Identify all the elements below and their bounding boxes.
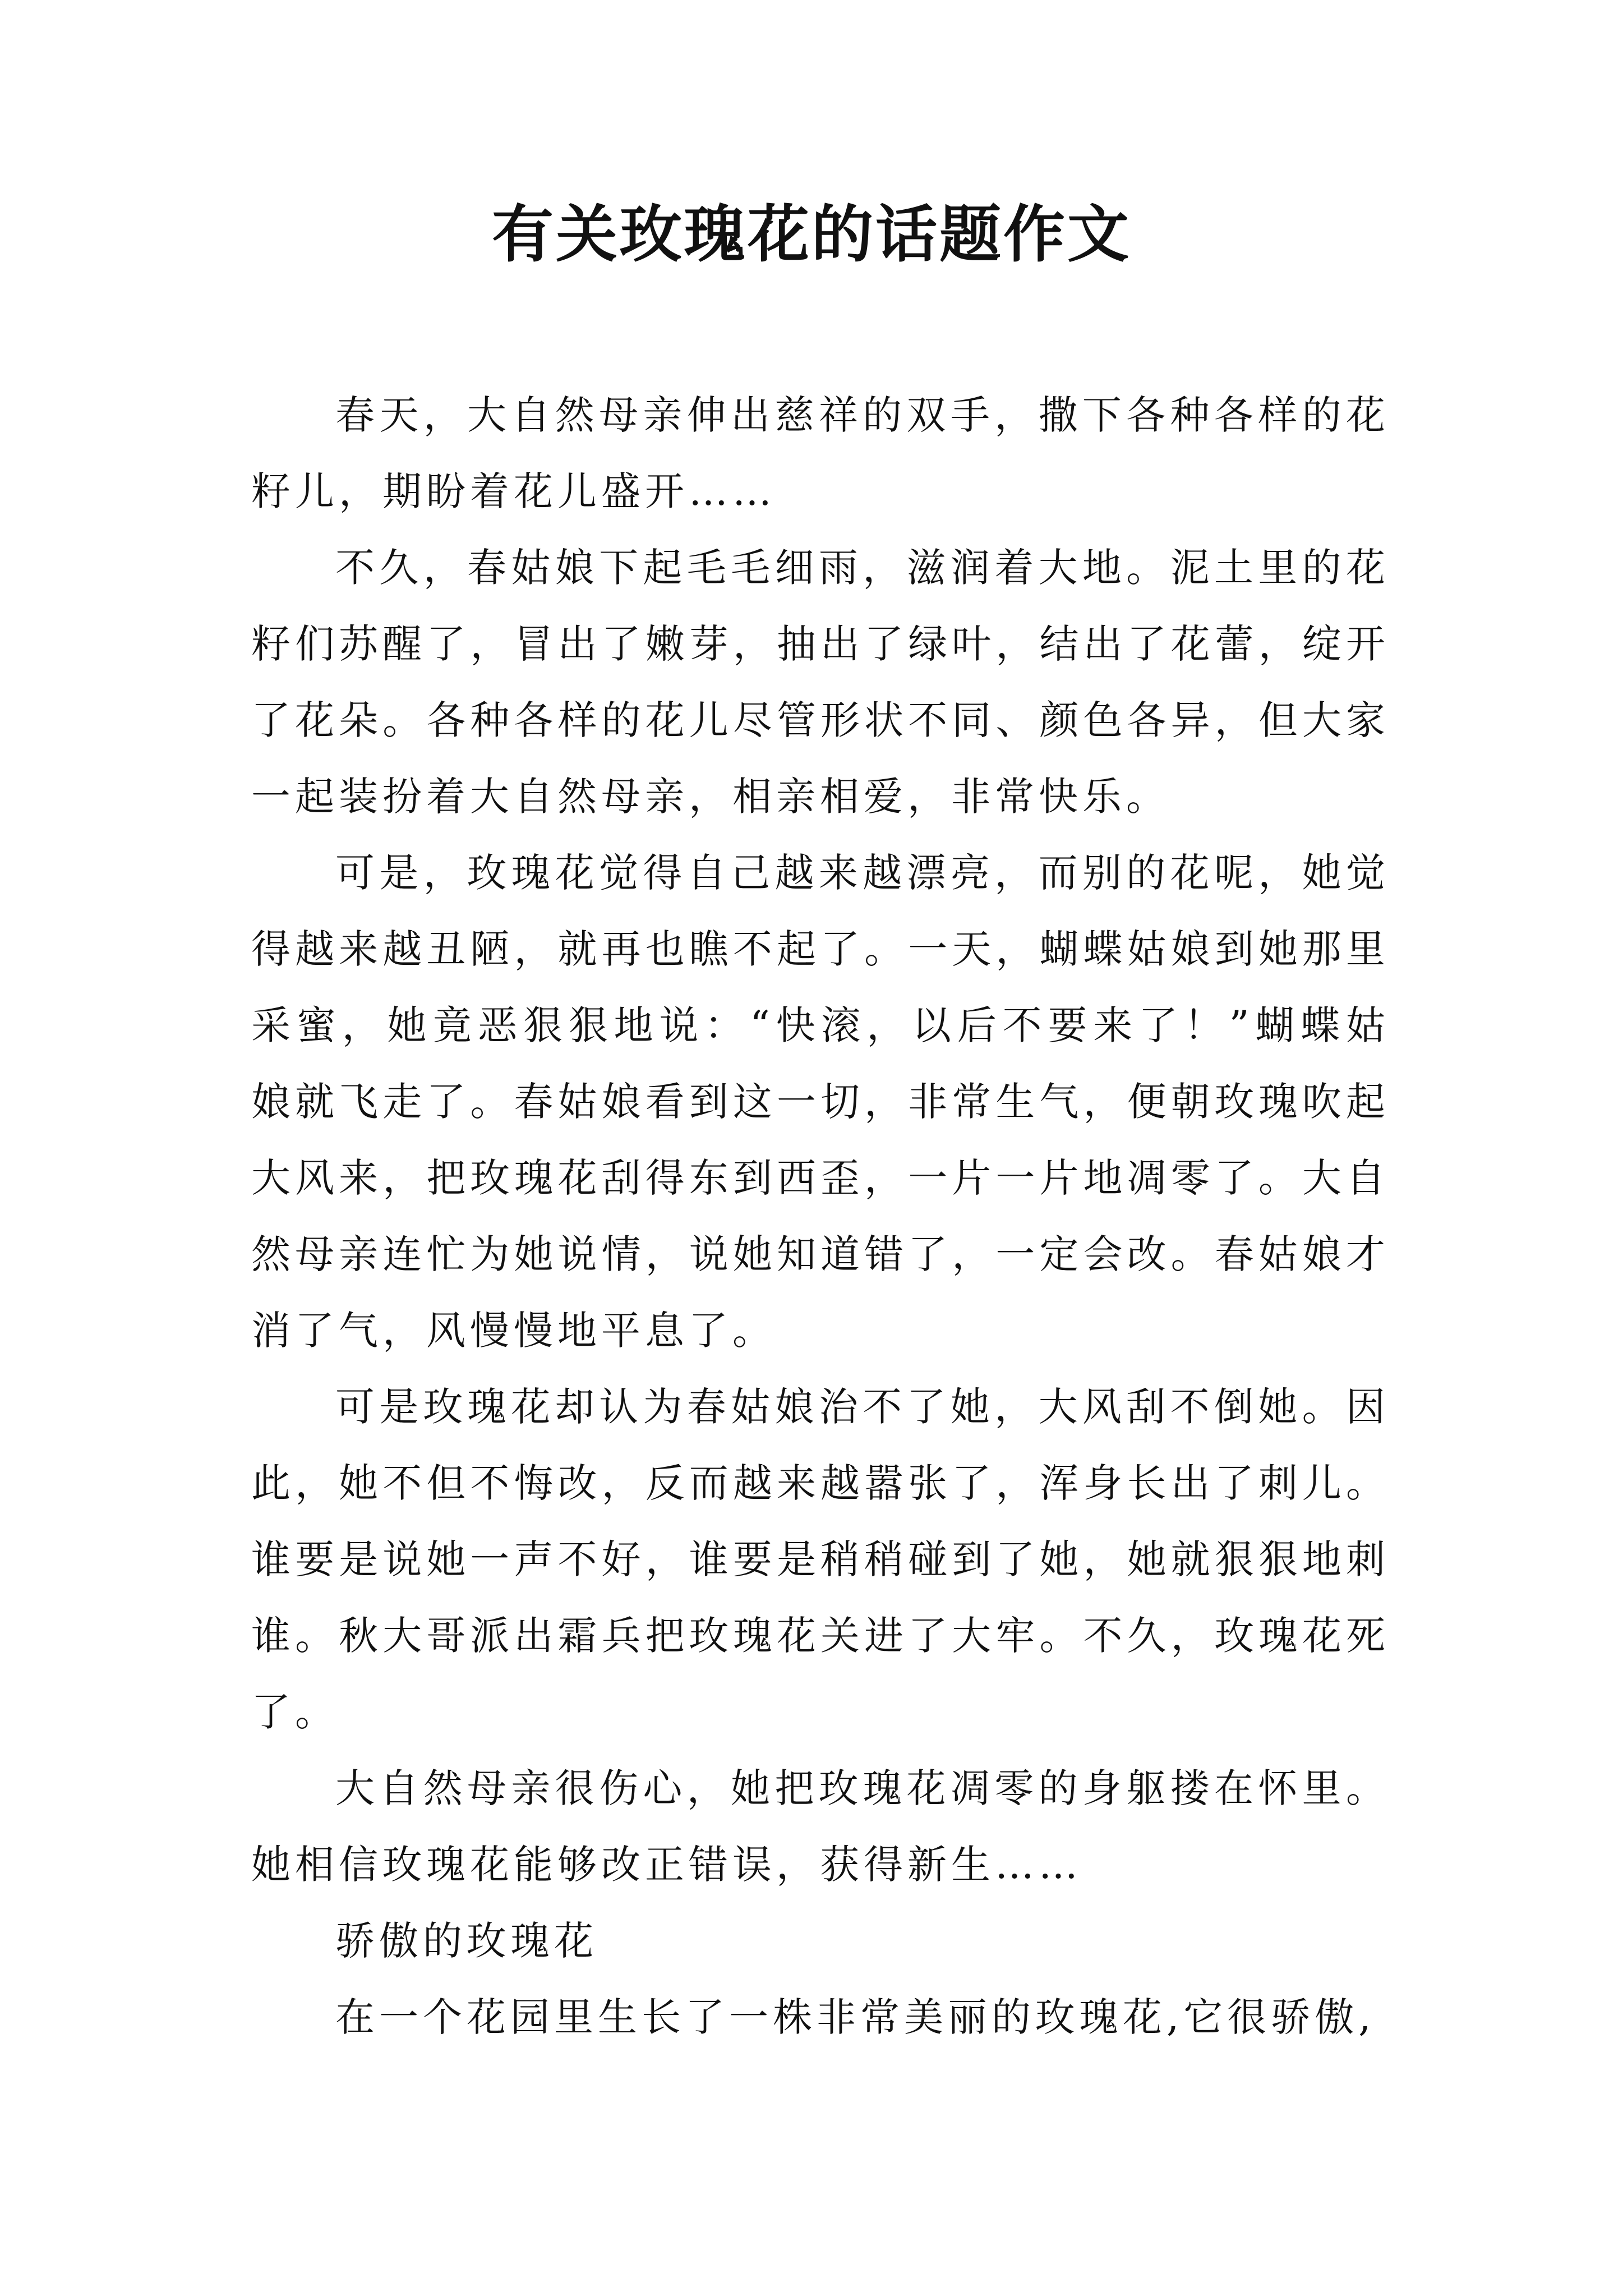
paragraph-4: 可是玫瑰花却认为春姑娘治不了她，大风刮不倒她。因此，她不但不悔改，反而越来越嚣张了，浑身长出了刺儿。谁要是说她一声不好，谁要是稍稍碰到了她，她就狠狠地刺谁。秋大哥派出霜兵把玫瑰花关进了大牢。不久，玫瑰花死了。 <box>251 1384 1390 1735</box>
paragraph-6: 在一个花园里生长了一株非常美丽的玫瑰花,它很骄傲, <box>335 1994 1376 2040</box>
paragraph-3: 可是，玫瑰花觉得自己越来越漂亮，而别的花呢，她觉得越来越丑陋，就再也瞧不起了。一天，蝴蝶姑娘到她那里采蜜，她竟恶狠狠地说：“快滚，以后不要来了！”蝴蝶姑娘就飞走了。春姑娘看到这一切，非常生气，便朝玫瑰吹起大风来，把玫瑰花刮得东到西歪，一片一片地凋零了。大自然母亲连忙为她说情，说她知道错了，一定会改。春姑娘才消了气，风慢慢地平息了。 <box>251 850 1390 1354</box>
paragraph-5: 大自然母亲很伤心，她把玫瑰花凋零的身躯搂在怀里。她相信玫瑰花能够改正错误，获得新生…… <box>251 1765 1390 1888</box>
page-title: 有关玫瑰花的话题作文 <box>492 198 1131 270</box>
paragraph-2: 不久，春姑娘下起毛毛细雨，滋润着大地。泥土里的花籽们苏醒了，冒出了嫩芽，抽出了绿叶，结出了花蕾，绽开了花朵。各种各样的花儿尽管形状不同、颜色各异，但大家一起装扮着大自然母亲，相亲相爱，非常快乐。 <box>251 545 1390 820</box>
paragraph-1: 春天，大自然母亲伸出慈祥的双手，撒下各种各样的花籽儿，期盼着花儿盛开…… <box>251 392 1390 514</box>
article-body <box>251 377 1390 2055</box>
section-heading: 骄傲的玫瑰花 <box>335 1918 598 1964</box>
